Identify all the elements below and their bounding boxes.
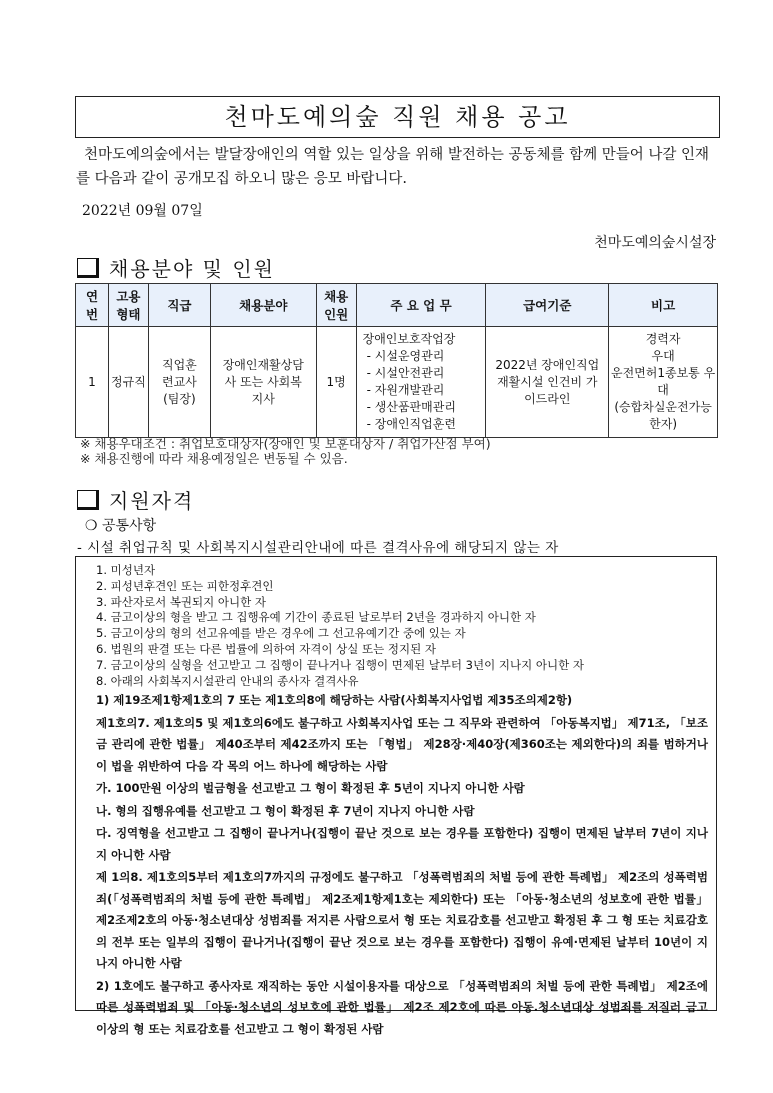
common-requirements-line: - 시설 취업규칙 및 사회복지시설관리안내에 따른 결격사유에 해당되지 않는 자 xyxy=(77,540,559,556)
checkbox-square-icon xyxy=(77,258,99,278)
header-count: 채용인원 xyxy=(316,284,356,327)
section-title-text: 채용분야 및 인원 xyxy=(109,257,275,281)
list-item: 7. 금고이상의 실형을 선고받고 그 집행이 끝나거나 집행이 면제된 날부터 3년이 지나지 아니한 자 xyxy=(96,657,584,672)
header-remarks: 비고 xyxy=(609,284,718,327)
list-item: 1. 미성년자 xyxy=(96,563,156,577)
duty-item: - 생산품판매관리 xyxy=(366,400,456,414)
checkbox-square-icon xyxy=(77,490,99,510)
section-title-recruitment xyxy=(77,253,275,282)
header-rank: 직급 xyxy=(148,284,210,327)
common-requirements-heading: ❍ 공통사항 xyxy=(85,518,157,534)
note-line: ※ 채용우대조건 : 취업보호대상자(장애인 및 보훈대상자 / 취업가산점 부여) xyxy=(80,436,491,451)
header-no: 연번 xyxy=(76,284,109,327)
cell-salary: 2022년 장애인직업재활시설 인건비 가이드라인 xyxy=(486,327,609,438)
note-line: ※ 채용진행에 따라 채용예정일은 변동될 수 있음. xyxy=(80,451,348,466)
duties-heading: 장애인보호작업장 xyxy=(362,332,456,346)
duty-item: - 시설안전관리 xyxy=(366,366,445,380)
cell-remarks xyxy=(609,327,718,438)
list-item: 5. 금고이상의 형의 선고유예를 받은 경우에 그 선고유예기간 중에 있는 자 xyxy=(96,626,466,641)
cell-type: 정규직 xyxy=(108,327,148,438)
header-duties: 주 요 업 무 xyxy=(356,284,486,327)
section-title-qualifications xyxy=(77,485,194,514)
page-title: 천마도예의숲 직원 채용 공고 xyxy=(75,96,720,138)
header-type: 고용형태 xyxy=(108,284,148,327)
law-paragraph: 1) 제19조제1항제1호의 7 또는 제1호의8에 해당하는 사람(사회복지사업법 제35조의제2항) xyxy=(96,693,573,708)
list-item: 8. 아래의 사회복지시설관리 안내의 종사자 결격사유 xyxy=(96,673,359,688)
remarks-line: (승합차실운전가능한자) xyxy=(614,400,712,431)
cell-duties xyxy=(356,327,486,438)
cell-count: 1명 xyxy=(316,327,356,438)
law-paragraph: 제 1의8. 제1호의5부터 제1호의7까지의 규정에도 불구하고 「성폭력범죄의 처벌 등에 관한 특례법」 제2조의 성폭력범죄(「성폭력범죄의 처벌 등에 관한 특례법」 제2조제1항제1호는 제외한다) 또는 「아동·청소년의 성보호에 관한 법률」 제2조제2호의 아동·청소년대상 성범죄를 저지른 사람으로서 형 또는 치료감호를 선고받고 확정된 후 그 형 또는 치료감호의 전부 또는 일부의 집행이 끝나거나(집행이 끝난 것으로 보는 경우를 포함한다) 집행이 유예·면제된 날부터 10년이 지나지 아니한 사람 xyxy=(96,870,708,971)
duty-item: - 장애인직업훈련 xyxy=(366,417,456,431)
duty-item: - 자원개발관리 xyxy=(366,383,445,397)
cell-field: 장애인재활상담사 또는 사회복지사 xyxy=(210,327,316,438)
section-title-text: 지원자격 xyxy=(109,489,195,513)
remarks-line: 경력자 xyxy=(645,332,681,346)
recruitment-table xyxy=(75,283,718,438)
header-field: 채용분야 xyxy=(210,284,316,327)
organization-name: 천마도예의숲시설장 xyxy=(594,235,716,251)
list-item: 6. 법원의 판결 또는 다른 법률에 의하여 자격이 상실 또는 정지된 자 xyxy=(96,641,437,656)
law-paragraph: 다. 징역형을 선고받고 그 집행이 끝나거나(집행이 끝난 것으로 보는 경우를 포함한다) 집행이 면제된 날부터 7년이 지나지 아니한 사람 xyxy=(96,826,708,862)
duty-item: - 시설운영관리 xyxy=(366,349,445,363)
table-notes xyxy=(80,436,491,466)
law-paragraph: 제1호의7. 제1호의5 및 제1호의6에도 불구하고 사회복지사업 또는 그 직무와 관련하여 「아동복지법」 제71조, 「보조금 관리에 관한 법률」 제40조부터 제42조까지 또는 「형법」 제28장·제40장(제360조는 제외한다)의 죄를 범하거나 이 법을 위반하여 다음 각 목의 어느 하나에 해당하는 사람 xyxy=(96,715,708,773)
announcement-date: 2022년 09월 07일 xyxy=(82,203,203,219)
cell-no: 1 xyxy=(76,327,109,438)
table-header-row xyxy=(76,284,718,327)
intro-text: 천마도예의숲에서는 발달장애인의 역할 있는 일상을 위해 발전하는 공동체를 함께 만들어 나갈 인재를 다음과 같이 공개모집 하오니 많은 응모 바랍니다. xyxy=(76,147,709,187)
law-paragraph: 가. 100만원 이상의 벌금형을 선고받고 그 형이 확정된 후 5년이 지나지 아니한 사람 xyxy=(96,781,525,796)
remarks-line: 우대 xyxy=(651,349,675,363)
table-row xyxy=(76,327,718,438)
disqualification-box xyxy=(75,556,717,1036)
list-item: 2. 피성년후견인 또는 피한정후견인 xyxy=(96,578,274,593)
cell-rank: 직업훈련교사(팀장) xyxy=(148,327,210,438)
list-item: 4. 금고이상의 형을 받고 그 집행유예 기간이 종료된 날로부터 2년을 경과하지 아니한 자 xyxy=(96,610,536,625)
law-paragraph: 2) 1호에도 불구하고 종사자로 재직하는 동안 시설이용자를 대상으로 「성폭력범죄의 처벌 등에 관한 특례법」 제2조에 따른 성폭력범죄 및 「아동·청소년의 성보호에 관한 법률」 제2조 제2호에 따른 아동.청소년대상 성범죄를 저질러 금고 이상의 형 또는 치료감호를 선고받고 그 형이 확정된 사람 xyxy=(96,978,708,1036)
header-salary: 급여기준 xyxy=(486,284,609,327)
list-item: 3. 파산자로서 복권되지 아니한 자 xyxy=(96,594,267,609)
law-paragraph: 나. 형의 집행유예를 선고받고 그 형이 확정된 후 7년이 지나지 아니한 사람 xyxy=(96,803,475,818)
remarks-line: 운전면허1종보통 우대 xyxy=(610,366,716,397)
